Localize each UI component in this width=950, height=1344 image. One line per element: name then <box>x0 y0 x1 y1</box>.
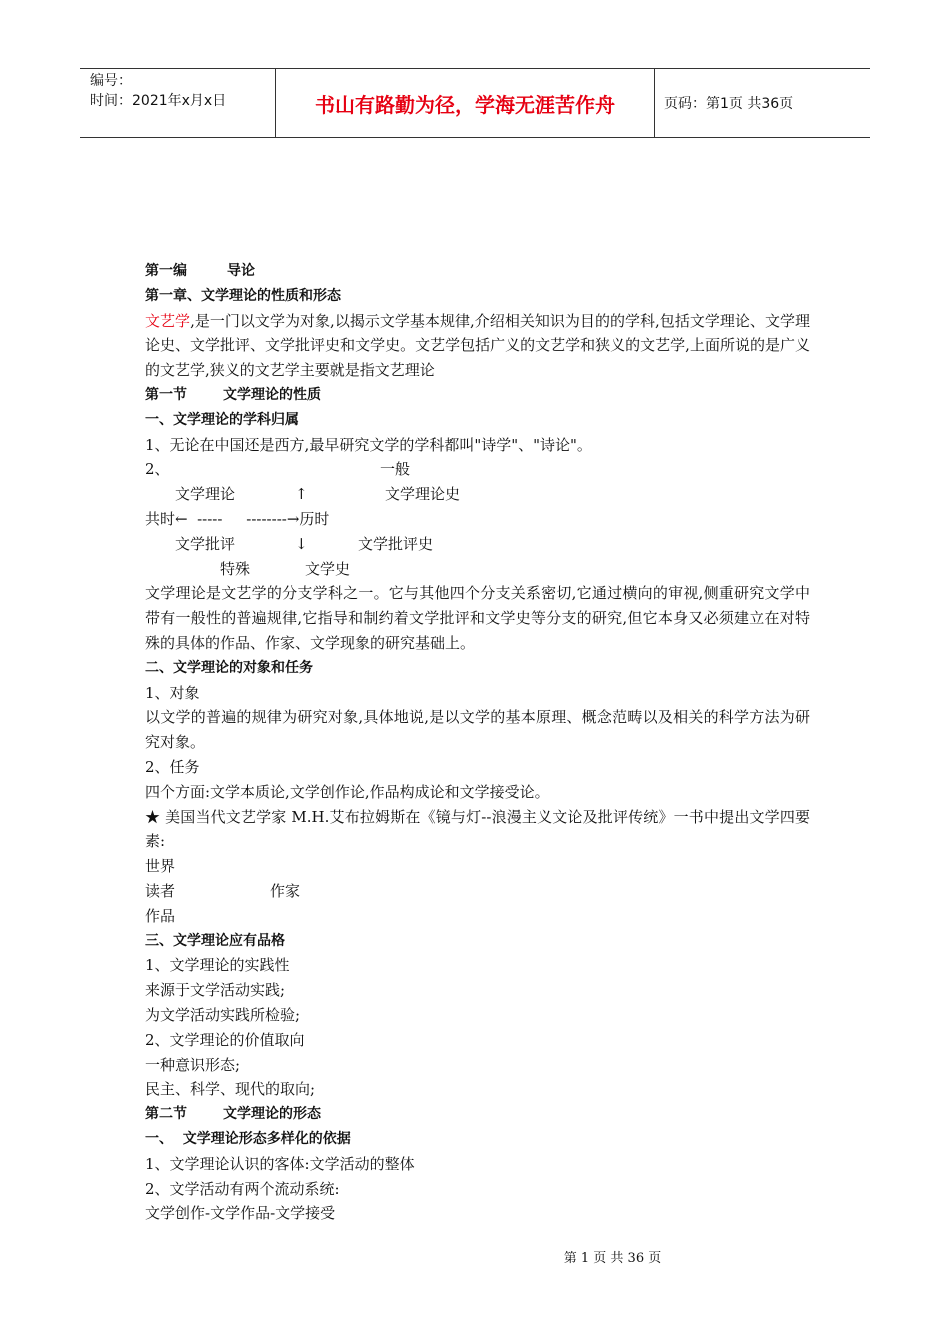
paragraph-18: 2、文学活动有两个流动系统: <box>145 1179 340 1198</box>
header-motto: 书山有路勤为径，学海无涯苦作舟 <box>276 69 655 137</box>
four-elements-row <box>145 879 810 904</box>
section2-num: 第二节 <box>145 1106 187 1123</box>
paragraph-16: 民主、科学、现代的取向; <box>145 1080 316 1099</box>
diagram-lit-theory: 文学理论 <box>175 485 236 504</box>
paragraph-17: 1、文学理论认识的客体:文学活动的整体 <box>145 1154 415 1173</box>
page-header <box>80 68 870 138</box>
section2-title: 文学理论的形态 <box>223 1106 321 1123</box>
intro-paragraph <box>145 309 810 383</box>
paragraph-1: 1、无论在中国还是西方,最早研究文学的学科都叫"诗学"、"诗论"。 <box>145 435 592 454</box>
paragraph-4: 以文学的普遍的规律为研究对象,具体地说,是以文学的基本原理、概念范畴以及相关的科学方法为研究对象。 <box>145 708 810 752</box>
heading-3: 三、文学理论应有品格 <box>145 932 285 949</box>
diagram-down-arrow: ↓ <box>295 535 308 554</box>
diagram-lit-criticism: 文学批评 <box>175 535 236 554</box>
section1-heading <box>145 383 810 408</box>
four-elements-reader: 读者 <box>145 881 176 900</box>
diagram <box>145 457 810 581</box>
paragraph-6: 四个方面:文学本质论,文学创作论,作品构成论和文学接受论。 <box>145 782 550 801</box>
time-label: 时间：2021年x月x日 <box>90 93 227 109</box>
heading-4: 一、 文学理论形态多样化的依据 <box>145 1130 351 1147</box>
header-page-info: 页码：第1页 共36页 <box>664 96 794 112</box>
paragraph-5: 2、任务 <box>145 757 200 776</box>
diagram-theory-history: 文学理论史 <box>385 485 461 504</box>
paragraph-11: 1、文学理论的实践性 <box>145 956 290 975</box>
four-elements-author: 作家 <box>270 881 301 900</box>
diagram-special: 特殊 <box>220 560 251 579</box>
section2-heading <box>145 1102 810 1127</box>
diagram-criticism-history: 文学批评史 <box>358 535 434 554</box>
heading-1: 一、文学理论的学科归属 <box>145 411 299 428</box>
paragraph-19: 文学创作-文学作品-文学接受 <box>145 1204 336 1223</box>
heading-2: 二、文学理论的对象和任务 <box>145 659 313 676</box>
four-elements-world: 世界 <box>145 857 176 876</box>
paragraph-15: 一种意识形态; <box>145 1055 241 1074</box>
paragraph-2: 文学理论是文艺学的分支学科之一。它与其他四个分支关系密切,它通过横向的审视,侧重研究文学中带有一般性的普遍规律,它指导和制约着文学批评和文学史等分支的研究,但它本身又必须建立在对特殊的具体的作品、作家、文学现象的研究基础上。 <box>145 584 810 652</box>
paragraph-14: 2、文学理论的价值取向 <box>145 1030 305 1049</box>
four-elements-work: 作品 <box>145 906 176 925</box>
chapter-title: 第一章、文学理论的性质和形态 <box>145 287 341 304</box>
section1-title: 文学理论的性质 <box>223 386 321 403</box>
diagram-up-arrow: ↑ <box>295 485 308 504</box>
footer-page-number: 第 1 页 共 36 页 <box>563 1251 662 1266</box>
header-meta <box>80 69 276 137</box>
diagram-num: 2、 <box>145 460 170 479</box>
diagram-general: 一般 <box>380 460 411 479</box>
part-heading <box>145 259 810 284</box>
document-body <box>145 259 810 1226</box>
intro-text: ,是一门以文学为对象,以揭示文学基本规律,介绍相关知识为目的的学科,包括文学理论、文学理论史、文学批评、文学批评史和文学史。文艺学包括广义的文艺学和狭义的文艺学,上面所说的是广义的文艺学,狭义的文艺学主要就是指文艺理论 <box>145 311 810 380</box>
paragraph-7: ★ 美国当代文艺学家 M.H.艾布拉姆斯在《镜与灯--浪漫主义文论及批评传统》一书中提出文学四要素: <box>145 807 810 851</box>
page-footer <box>0 1247 950 1266</box>
diagram-lit-history: 文学史 <box>305 560 351 579</box>
paragraph-12: 来源于文学活动实践; <box>145 981 286 1000</box>
paragraph-13: 为文学活动实践所检验; <box>145 1005 301 1024</box>
part-title: 第一编 <box>145 263 187 279</box>
intro-term: 文艺学 <box>145 311 191 330</box>
paragraph-3: 1、对象 <box>145 683 200 702</box>
part-subtitle: 导论 <box>227 263 255 279</box>
section1-num: 第一节 <box>145 386 187 403</box>
diagram-synchronic-diachronic: 共时← ----- --------→历时 <box>145 510 330 529</box>
code-label: 编号： <box>90 73 132 89</box>
